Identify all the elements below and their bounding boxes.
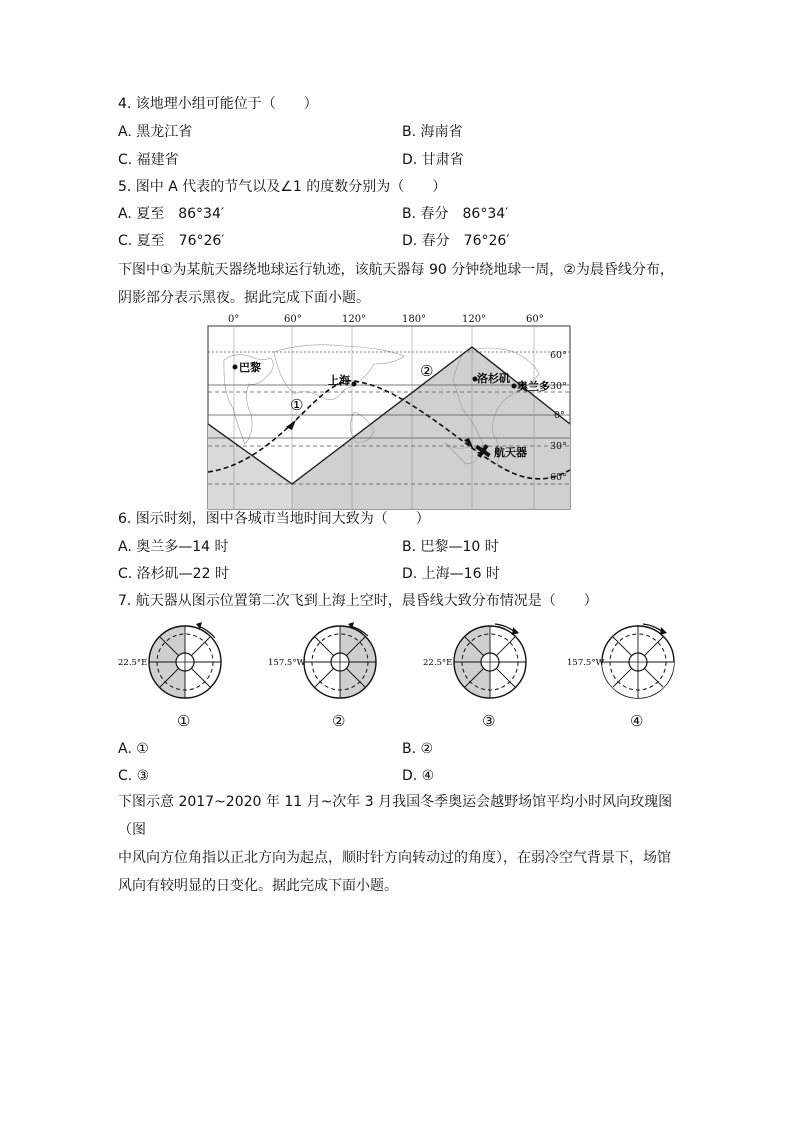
polar-diagram-1	[118, 622, 221, 698]
intro-2-line-3: 风向有较明显的日变化。据此完成下面小题。	[118, 878, 398, 894]
q7-option-a: A. ①	[118, 741, 149, 757]
polar-diagram-2	[268, 622, 376, 698]
q4-option-d: D. 甘肃省	[402, 152, 464, 168]
diagram-number-3: ③	[482, 712, 496, 730]
q5-option-c: C. 夏至 76°26′	[118, 233, 225, 249]
question-6-stem: 6. 图示时刻，图中各城市当地时间大致为（ ）	[118, 511, 430, 527]
diagram-2-lon-label: 157.5°W	[268, 658, 306, 668]
q4-option-b: B. 海南省	[402, 124, 463, 140]
shanghai-dot	[352, 382, 357, 387]
polar-diagram-3	[423, 624, 526, 698]
q7-option-d: D. ④	[402, 768, 435, 784]
lon-label-5: 60°	[526, 314, 544, 325]
q5-option-b: B. 春分 86°34′	[402, 206, 509, 222]
q6-option-b: B. 巴黎—10 时	[402, 539, 499, 555]
lon-label-0: 0°	[228, 314, 240, 325]
q4-option-a: A. 黑龙江省	[118, 124, 193, 140]
question-7-stem: 7. 航天器从图示位置第二次飞到上海上空时，晨昏线大致分布情况是（ ）	[118, 593, 598, 609]
lon-label-2: 120°	[342, 314, 367, 325]
q6-option-c: C. 洛杉矶—22 时	[118, 566, 229, 582]
q5-option-a: A. 夏至 86°34′	[118, 206, 225, 222]
lat-label-4: 60°	[550, 472, 567, 483]
diagram-number-1: ①	[177, 712, 191, 730]
intro-1-line-1: 下图中①为某航天器绕地球运行轨迹，该航天器每 90 分钟绕地球一周，②为晨昏线分布，	[118, 262, 674, 278]
orbit-map-figure	[204, 312, 574, 512]
lat-label-2: 0°	[554, 410, 565, 421]
orlando-label: 奥兰多	[517, 380, 550, 393]
rotation-arrow-4-icon	[660, 627, 667, 635]
paris-dot	[233, 365, 238, 370]
diagram-3-lon-label: 22.5°E	[423, 658, 453, 668]
diagram-1-lon-label: 22.5°E	[118, 658, 148, 668]
q4-option-c: C. 福建省	[118, 152, 179, 168]
q6-option-a: A. 奥兰多—14 时	[118, 539, 229, 555]
terminator-mark-2: ②	[420, 362, 434, 380]
intro-paragraph-2	[118, 788, 683, 900]
intro-2-line-2: 中风向方位角指以正北方向为起点，顺时针方向转动过的角度），在弱冷空气背景下，场馆	[118, 850, 671, 866]
lon-label-3: 180°	[402, 314, 427, 325]
orlando-dot	[512, 384, 517, 389]
intro-1-line-2: 阴影部分表示黑夜。据此完成下面小题。	[118, 290, 370, 306]
los-angeles-label: 洛杉矶	[477, 372, 510, 385]
intro-paragraph-1	[118, 256, 683, 312]
shanghai-label: 上海	[328, 374, 350, 387]
lon-label-1: 60°	[284, 314, 302, 325]
q5-option-d: D. 春分 76°26′	[402, 233, 510, 249]
q6-option-d: D. 上海—16 时	[402, 566, 500, 582]
spacecraft-label: 航天器	[494, 446, 527, 459]
diagram-number-2: ②	[332, 712, 346, 730]
orbit-mark-1: ①	[290, 396, 304, 414]
intro-2-line-1: 下图示意 2017~2020 年 11 月~次年 3 月我国冬季奥运会越野场馆平均小时风向玫瑰图（图	[118, 794, 673, 838]
diagram-4-lon-label: 157.5°W	[567, 658, 605, 668]
question-4-stem: 4. 该地理小组可能位于（ ）	[118, 96, 318, 112]
lon-label-4: 120°	[462, 314, 487, 325]
q7-option-b: B. ②	[402, 741, 434, 757]
diagram-number-4: ④	[630, 712, 644, 730]
paris-label: 巴黎	[239, 361, 261, 374]
q7-option-c: C. ③	[118, 768, 150, 784]
polar-diagrams	[110, 612, 690, 732]
lat-label-3: 30°	[550, 441, 567, 452]
lat-label-0: 60°	[550, 350, 567, 361]
rotation-arrow-3-icon	[512, 627, 519, 635]
polar-diagram-4	[567, 624, 674, 698]
question-5-stem: 5. 图中 A 代表的节气以及∠1 的度数分别为（ ）	[118, 179, 447, 195]
lat-label-1: 30°	[550, 381, 567, 392]
